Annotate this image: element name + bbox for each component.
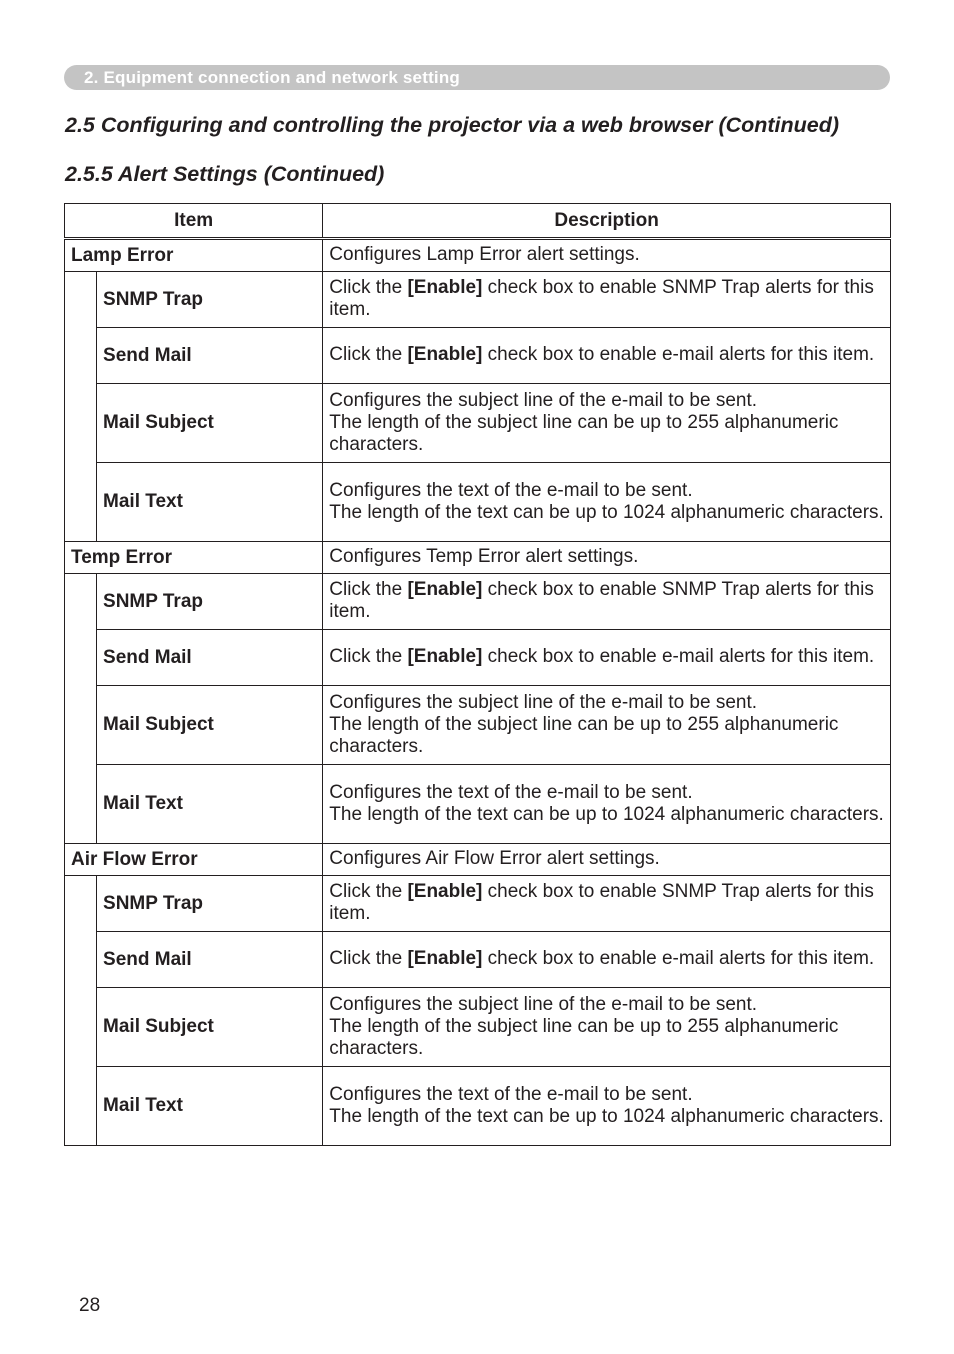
table-row bbox=[65, 574, 891, 630]
table-row bbox=[65, 384, 891, 463]
table-row bbox=[65, 876, 891, 932]
indent-cell bbox=[65, 384, 97, 463]
section-banner-label: 2. Equipment connection and network setting bbox=[84, 68, 461, 87]
item-description: Configures the text of the e-mail to be sent. The length of the text can be up to 1024 alphanumeric characters. bbox=[323, 765, 891, 844]
column-header-description: Description bbox=[323, 204, 891, 239]
indent-cell bbox=[65, 988, 97, 1067]
table-row bbox=[65, 328, 891, 384]
table-row bbox=[65, 272, 891, 328]
group-row-temp-error bbox=[65, 542, 891, 574]
item-name: SNMP Trap bbox=[97, 574, 323, 630]
item-description: Click the [Enable] check box to enable SNMP Trap alerts for this item. bbox=[323, 272, 891, 328]
column-header-item: Item bbox=[65, 204, 323, 239]
group-name: Lamp Error bbox=[65, 239, 323, 272]
page-number: 28 bbox=[79, 1295, 101, 1316]
table-row bbox=[65, 765, 891, 844]
item-name: Mail Text bbox=[97, 765, 323, 844]
item-name: SNMP Trap bbox=[97, 876, 323, 932]
table-row bbox=[65, 932, 891, 988]
item-description: Configures the subject line of the e-mail to be sent. The length of the subject line can be up to 255 alphanumeric characters. bbox=[323, 988, 891, 1067]
group-description: Configures Temp Error alert settings. bbox=[323, 542, 891, 574]
indent-cell bbox=[65, 932, 97, 988]
indent-cell bbox=[65, 272, 97, 328]
item-name: Mail Text bbox=[97, 1067, 323, 1146]
table-row bbox=[65, 630, 891, 686]
item-name: Mail Subject bbox=[97, 988, 323, 1067]
item-description: Configures the subject line of the e-mail to be sent. The length of the subject line can be up to 255 alphanumeric characters. bbox=[323, 686, 891, 765]
item-name: Mail Subject bbox=[97, 686, 323, 765]
indent-cell bbox=[65, 686, 97, 765]
group-row-air-flow-error bbox=[65, 844, 891, 876]
alert-settings-table bbox=[64, 203, 891, 1146]
group-name: Temp Error bbox=[65, 542, 323, 574]
item-name: Mail Text bbox=[97, 463, 323, 542]
item-name: Send Mail bbox=[97, 932, 323, 988]
indent-cell bbox=[65, 463, 97, 542]
item-description: Configures the subject line of the e-mail to be sent. The length of the subject line can be up to 255 alphanumeric characters. bbox=[323, 384, 891, 463]
group-description: Configures Lamp Error alert settings. bbox=[323, 239, 891, 272]
item-name: SNMP Trap bbox=[97, 272, 323, 328]
group-row-lamp-error bbox=[65, 239, 891, 272]
item-description: Click the [Enable] check box to enable e-mail alerts for this item. bbox=[323, 328, 891, 384]
item-description: Configures the text of the e-mail to be sent. The length of the text can be up to 1024 alphanumeric characters. bbox=[323, 463, 891, 542]
item-description: Configures the text of the e-mail to be sent. The length of the text can be up to 1024 alphanumeric characters. bbox=[323, 1067, 891, 1146]
item-name: Send Mail bbox=[97, 630, 323, 686]
subsection-heading: 2.5.5 Alert Settings (Continued) bbox=[65, 162, 385, 186]
indent-cell bbox=[65, 876, 97, 932]
indent-cell bbox=[65, 574, 97, 630]
item-description: Click the [Enable] check box to enable SNMP Trap alerts for this item. bbox=[323, 876, 891, 932]
item-description: Click the [Enable] check box to enable SNMP Trap alerts for this item. bbox=[323, 574, 891, 630]
group-description: Configures Air Flow Error alert settings. bbox=[323, 844, 891, 876]
table-row bbox=[65, 463, 891, 542]
table-header-row bbox=[65, 204, 891, 239]
group-name: Air Flow Error bbox=[65, 844, 323, 876]
page-heading: 2.5 Configuring and controlling the projector via a web browser (Continued) bbox=[65, 113, 840, 137]
table-row bbox=[65, 686, 891, 765]
item-description: Click the [Enable] check box to enable e-mail alerts for this item. bbox=[323, 932, 891, 988]
indent-cell bbox=[65, 328, 97, 384]
item-description: Click the [Enable] check box to enable e-mail alerts for this item. bbox=[323, 630, 891, 686]
indent-cell bbox=[65, 1067, 97, 1146]
indent-cell bbox=[65, 765, 97, 844]
table-row bbox=[65, 1067, 891, 1146]
section-banner bbox=[64, 65, 890, 90]
indent-cell bbox=[65, 630, 97, 686]
item-name: Send Mail bbox=[97, 328, 323, 384]
table-row bbox=[65, 988, 891, 1067]
item-name: Mail Subject bbox=[97, 384, 323, 463]
